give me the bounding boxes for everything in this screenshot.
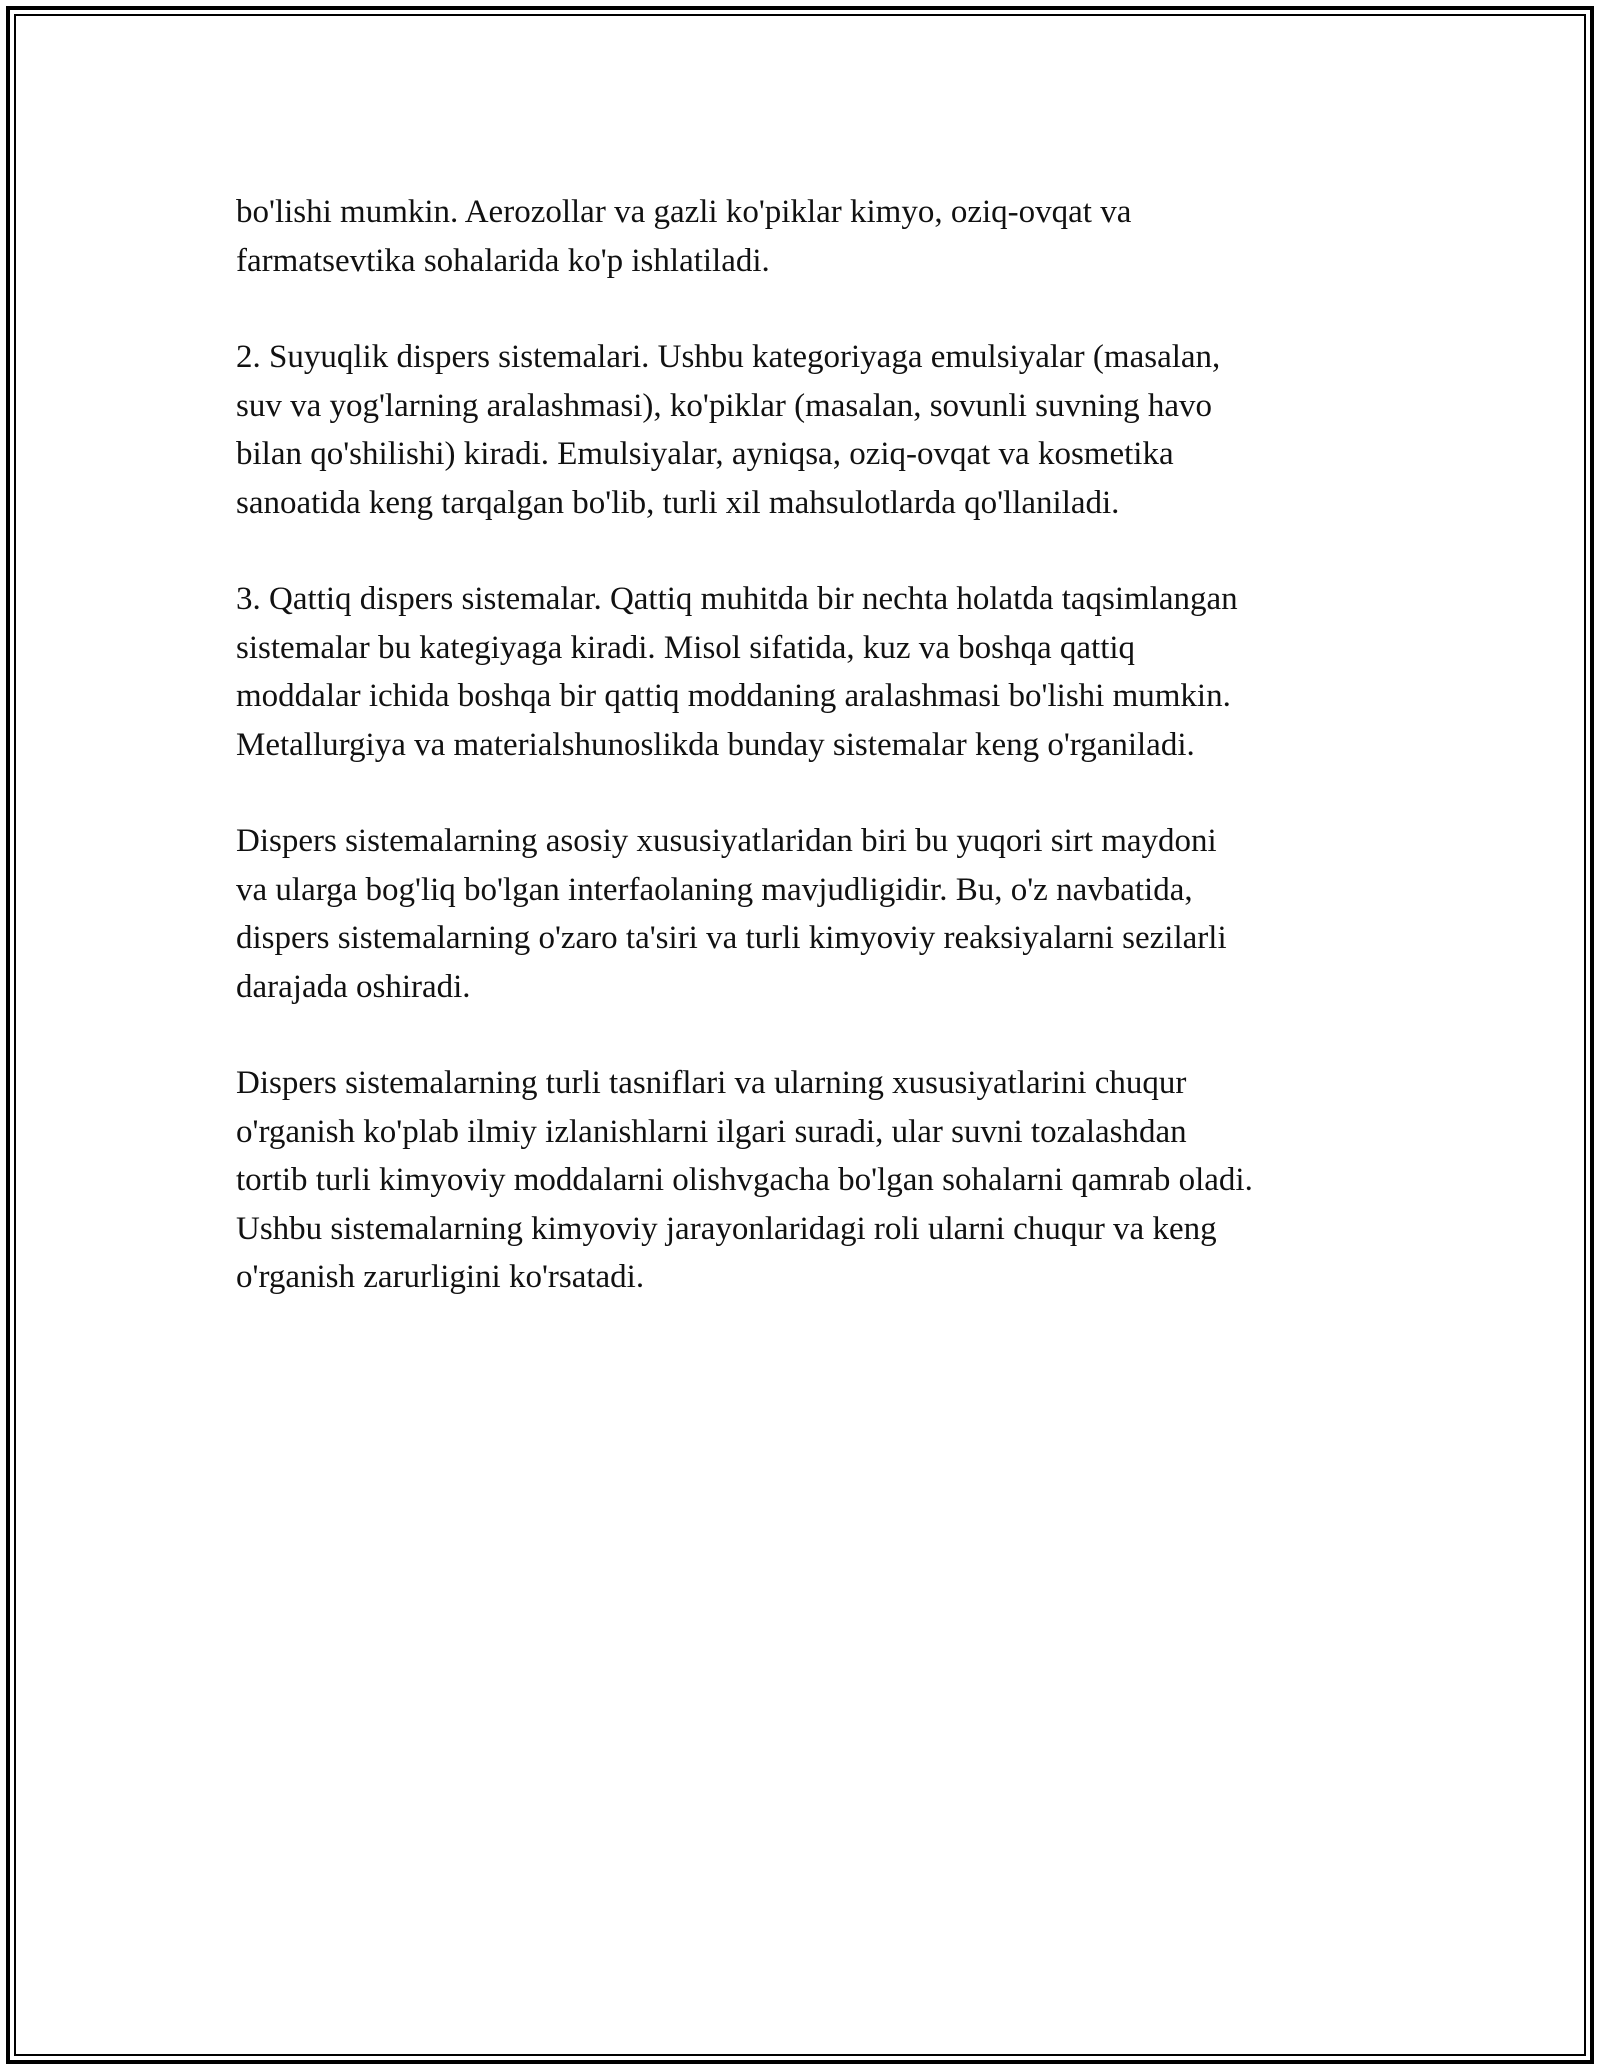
text-line: Metallurgiya va materialshunoslikda bunday sistemalar keng o'rganiladi. xyxy=(236,726,1195,763)
paragraph-classifications xyxy=(236,1059,1376,1302)
text-line: moddalar ichida boshqa bir qattiq moddaning aralashmasi bo'lishi mumkin. xyxy=(236,678,1231,714)
text-line: bo'lishi mumkin. Aerozollar va gazli ko'piklar kimyo, oziq-ovqat va xyxy=(236,194,1132,230)
text-line: o'rganish ko'plab ilmiy izlanishlarni ilgari suradi, ular suvni tozalashdan xyxy=(236,1113,1187,1150)
text-line: va ularga bog'liq bo'lgan interfaolaning mavjudligidir. Bu, o'z navbatida, xyxy=(236,871,1193,908)
text-line: suv va yog'larning aralashmasi), ko'piklar (masalan, sovunli suvning havo xyxy=(236,387,1213,424)
document-body xyxy=(236,188,1376,1350)
paragraph-liquid-dispersions xyxy=(236,333,1376,527)
text-line: bilan qo'shilishi) kiradi. Emulsiyalar, ayniqsa, oziq-ovqat va kosmetika xyxy=(236,436,1174,472)
text-line: 2. Suyuqlik dispers sistemalari. Ushbu kategoriyaga emulsiyalar (masalan, xyxy=(236,339,1221,375)
text-line: darajada oshiradi. xyxy=(236,968,471,1005)
text-line: tortib turli kimyoviy moddalarni olishvgacha bo'lgan sohalarni qamrab oladi. xyxy=(236,1162,1253,1198)
text-line: o'rganish zarurligini ko'rsatadi. xyxy=(236,1259,645,1295)
text-line: farmatsevtika sohalarida ko'p ishlatiladi. xyxy=(236,242,770,279)
text-line: dispers sistemalarning o'zaro ta'siri va turli kimyoviy reaksiyalarni sezilarli xyxy=(236,920,1227,956)
text-line: sistemalar bu kategiyaga kiradi. Misol sifatida, kuz va boshqa qattiq xyxy=(236,629,1136,666)
text-line: Dispers sistemalarning asosiy xususiyatlaridan biri bu yuqori sirt maydoni xyxy=(236,823,1217,859)
text-line: sanoatida keng tarqalgan bo'lib, turli xil mahsulotlarda qo'llaniladi. xyxy=(236,484,1120,521)
paragraph-properties xyxy=(236,817,1376,1011)
text-line: Ushbu sistemalarning kimyoviy jarayonlaridagi roli ularni chuqur va keng xyxy=(236,1210,1217,1247)
paragraph-solid-dispersions xyxy=(236,575,1376,769)
paragraph-aerosols xyxy=(236,188,1376,285)
text-line: Dispers sistemalarning turli tasniflari va ularning xususiyatlarini chuqur xyxy=(236,1065,1187,1101)
text-line: 3. Qattiq dispers sistemalar. Qattiq muhitda bir nechta holatda taqsimlangan xyxy=(236,581,1238,617)
